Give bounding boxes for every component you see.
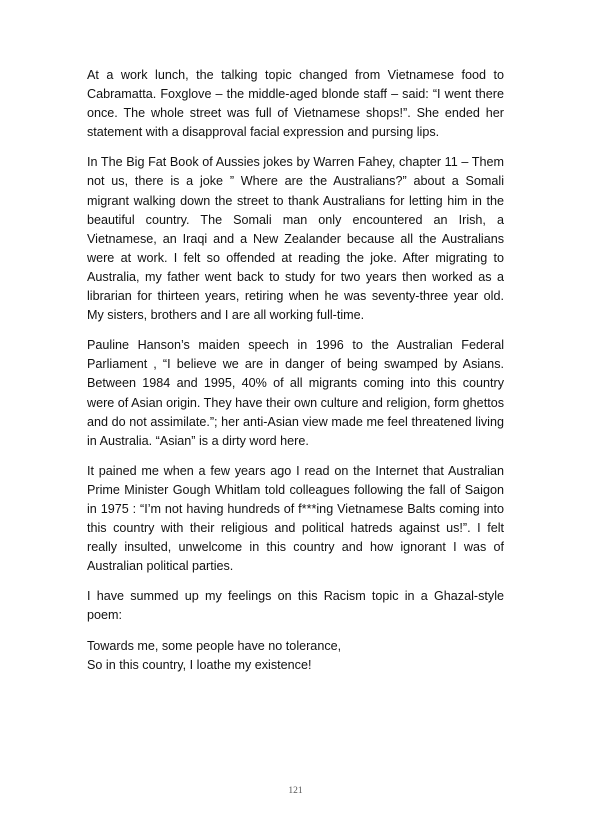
page-body	[87, 66, 504, 675]
page-number: 121	[288, 786, 303, 796]
poem	[87, 637, 504, 675]
paragraph-work-lunch: At a work lunch, the talking topic changed from Vietnamese food to Cabramatta. Foxglove – the middle-aged blonde staff – said: “I went there once. The whole street was full of Vietnamese shops!”. She ended her statement with a disapproval facial expression and pursing lips.	[87, 68, 504, 140]
poem-line: Towards me, some people have no tolerance,	[87, 638, 342, 653]
paragraph-poem-intro: I have summed up my feelings on this Racism topic in a Ghazal-style poem:	[87, 589, 504, 623]
paragraph-hanson-speech: Pauline Hanson’s maiden speech in 1996 to the Australian Federal Parliament , “I believe we are in danger of being swamped by Asians. Between 1984 and 1995, 40% of all migrants coming into this country were of Asian origin. They have their own culture and religion, form ghettos and do not assimilate.”; her anti-Asian view made me feel threatened living in Australia. “Asian” is a dirty word here.	[87, 338, 504, 448]
paragraph-whitlam-quote: It pained me when a few years ago I read on the Internet that Australian Prime Minister Gough Whitlam told colleagues following the fall of Saigon in 1975 : “I’m not having hundreds of f***ing Vietnamese Balts coming into this country with their religious and political hatreds against us!”. I felt really insulted, unwelcome in this country and how ignorant I was of Australian political parties.	[87, 463, 504, 574]
paragraph-aussie-joke: In The Big Fat Book of Aussies jokes by Warren Fahey, chapter 11 – Them not us, there is a joke ” Where are the Australians?” about a Somali migrant walking down the street to thank Australians for letting him in the beautiful country. The Somali man only encountered an Irish, a Vietnamese, an Iraqi and a New Zealander because all the Australians were at work. I felt so offended at reading the joke. After migrating to Australia, my father went back to study for two years then worked as a librarian for thirteen years, retiring when he was seventy-three year old. My sisters, brothers and I are all working full-time.	[87, 155, 504, 323]
poem-line: So in this country, I loathe my existence!	[87, 657, 312, 672]
